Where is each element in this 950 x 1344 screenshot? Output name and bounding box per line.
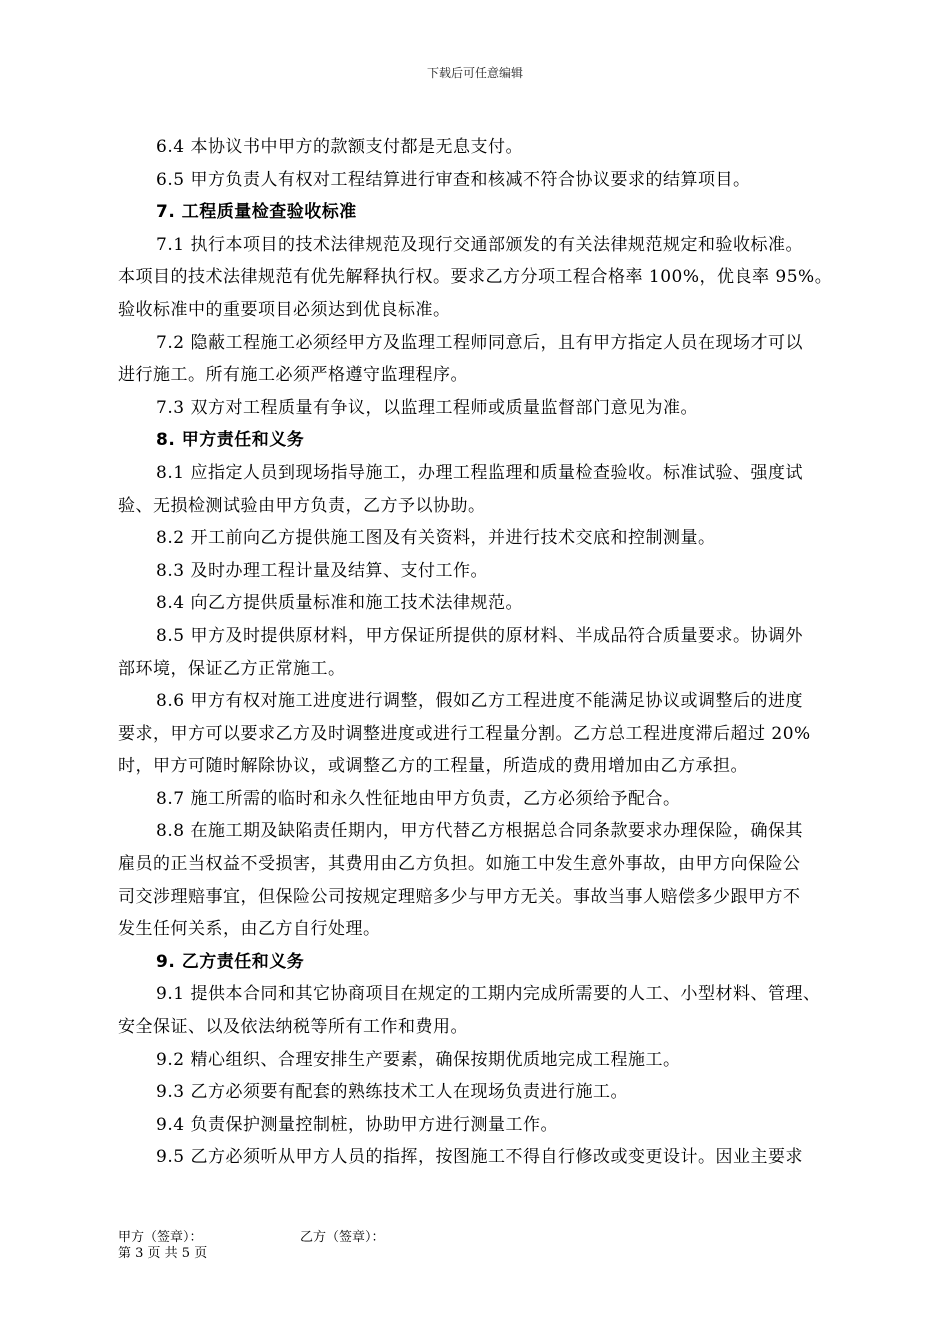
paragraph-line: 时，甲方可随时解除协议，或调整乙方的工程量，所造成的费用增加由乙方承担。 <box>118 756 748 777</box>
paragraph-line: 安全保证、以及依法纳税等所有工作和费用。 <box>118 1017 468 1038</box>
paragraph-line: 9.2 精心组织、合理安排生产要素，确保按期优质地完成工程施工。 <box>156 1049 681 1070</box>
paragraph-line: 8.8 在施工期及缺陷责任期内，甲方代替乙方根据总合同条款要求办理保险，确保其 <box>156 821 803 842</box>
party-a-signature: 甲方（签章）： <box>118 1230 203 1245</box>
page-header: 下载后可任意编辑 <box>426 66 523 80</box>
paragraph-line: 雇员的正当权益不受损害，其费用由乙方负担。如施工中发生意外事故，由甲方向保险公 <box>118 854 801 875</box>
paragraph-line: 9.4 负责保护测量控制桩，协助甲方进行测量工作。 <box>156 1114 558 1135</box>
paragraph-line: 6.4 本协议书中甲方的款额支付都是无息支付。 <box>156 137 523 157</box>
signature-row <box>118 1230 385 1246</box>
paragraph-line: 8.1 应指定人员到现场指导施工，办理工程监理和质量检查验收。标准试验、强度试 <box>156 462 803 483</box>
paragraph-line: 9.5 乙方必须听从甲方人员的指挥，按图施工不得自行修改或变更设计。因业主要求 <box>156 1147 803 1168</box>
page-number: 第 3 页 共 5 页 <box>118 1246 208 1261</box>
paragraph-line: 部环境，保证乙方正常施工。 <box>118 658 346 679</box>
section-heading: 9. 乙方责任和义务 <box>156 951 305 972</box>
paragraph-line: 8.7 施工所需的临时和永久性征地由甲方负责，乙方必须给予配合。 <box>156 788 681 809</box>
paragraph-line: 7.3 双方对工程质量有争议，以监理工程师或质量监督部门意见为准。 <box>156 397 698 418</box>
paragraph-line: 7.1 执行本项目的技术法律规范及现行交通部颁发的有关法律规范规定和验收标准。 <box>156 234 803 255</box>
party-b-signature: 乙方（签章）： <box>300 1230 385 1245</box>
paragraph-line: 9.3 乙方必须要有配套的熟练技术工人在现场负责进行施工。 <box>156 1082 628 1103</box>
paragraph-line: 进行施工。所有施工必须严格遵守监理程序。 <box>118 365 468 386</box>
section-heading: 8. 甲方责任和义务 <box>156 430 305 451</box>
paragraph-line: 验、无损检测试验由甲方负责，乙方予以协助。 <box>118 495 486 516</box>
document-body <box>118 131 866 1174</box>
paragraph-line: 8.4 向乙方提供质量标准和施工技术法律规范。 <box>156 593 523 614</box>
page-footer <box>118 1230 385 1262</box>
paragraph-line: 8.6 甲方有权对施工进度进行调整，假如乙方工程进度不能满足协议或调整后的进度 <box>156 691 803 712</box>
paragraph-line: 8.2 开工前向乙方提供施工图及有关资料，并进行技术交底和控制测量。 <box>156 528 716 549</box>
paragraph-line: 司交涉理赔事宜，但保险公司按规定理赔多少与甲方无关。事故当事人赔偿多少跟甲方不 <box>118 886 801 907</box>
paragraph-line: 要求，甲方可以要求乙方及时调整进度或进行工程量分割。乙方总工程进度滞后超过 20% <box>118 723 811 744</box>
paragraph-line: 发生任何关系，由乙方自行处理。 <box>118 919 381 940</box>
paragraph-line: 7.2 隐蔽工程施工必须经甲方及监理工程师同意后，且有甲方指定人员在现场才可以 <box>156 332 803 353</box>
paragraph-line: 本项目的技术法律规范有优先解释执行权。要求乙方分项工程合格率 100%，优良率 95%。 <box>118 267 833 288</box>
paragraph-line: 8.3 及时办理工程计量及结算、支付工作。 <box>156 560 488 581</box>
paragraph-line: 9.1 提供本合同和其它协商项目在规定的工期内完成所需要的人工、小型材料、管理、 <box>156 984 821 1005</box>
section-heading: 7. 工程质量检查验收标准 <box>156 202 357 223</box>
paragraph-line: 验收标准中的重要项目必须达到优良标准。 <box>118 299 451 320</box>
paragraph-line: 8.5 甲方及时提供原材料，甲方保证所提供的原材料、半成品符合质量要求。协调外 <box>156 625 803 646</box>
paragraph-line: 6.5 甲方负责人有权对工程结算进行审查和核减不符合协议要求的结算项目。 <box>156 169 751 190</box>
